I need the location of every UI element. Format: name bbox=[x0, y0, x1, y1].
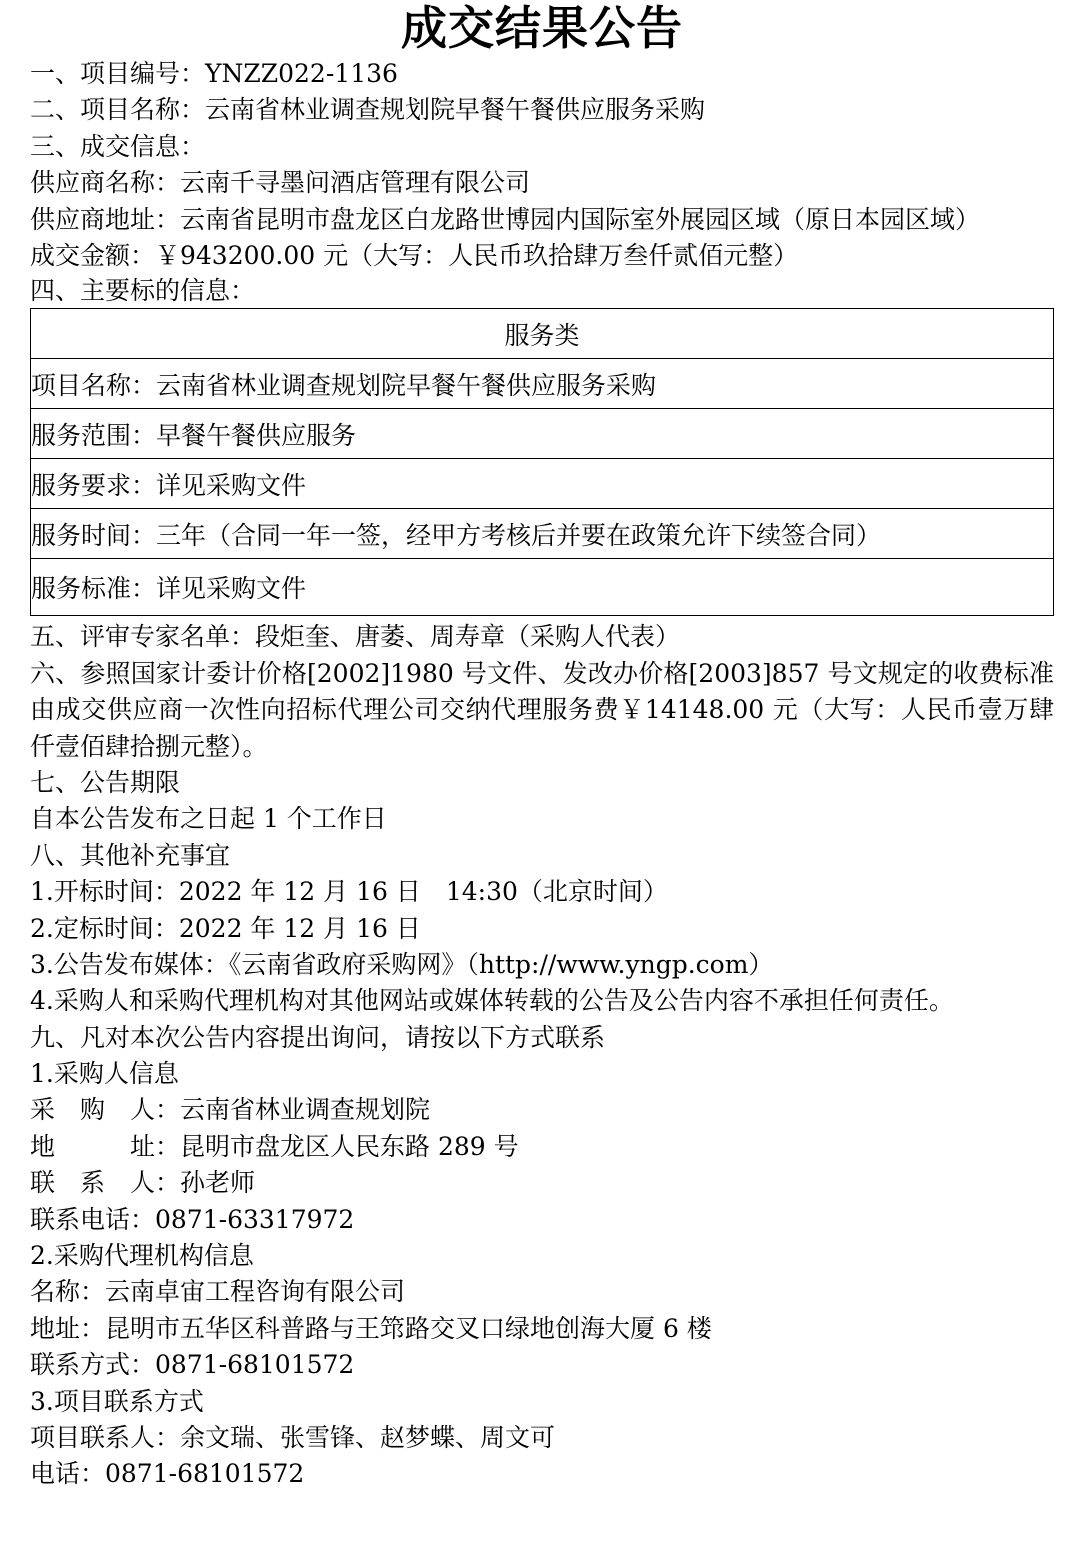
disclaimer: 4.采购人和采购代理机构对其他网站或媒体转载的公告及公告内容不承担任何责任。 bbox=[30, 986, 954, 1016]
project-number: 一、项目编号：YNZZ022-1136 bbox=[30, 59, 398, 88]
project-contact-heading: 3.项目联系方式 bbox=[30, 1386, 204, 1416]
project-contact-people: 项目联系人：余文瑞、张雪锋、赵梦蝶、周文可 bbox=[30, 1422, 556, 1452]
project-name: 二、项目名称：云南省林业调查规划院早餐午餐供应服务采购 bbox=[30, 95, 706, 125]
contact-heading: 九、凡对本次公告内容提出询问，请按以下方式联系 bbox=[30, 1022, 606, 1052]
table-header-cell: 服务类 bbox=[31, 309, 1054, 359]
announcement-document bbox=[30, 0, 1054, 1493]
publish-media: 3.公告发布媒体：《云南省政府采购网》（http://www.yngp.com） bbox=[30, 949, 774, 979]
agency-fee-paragraph: 六、参照国家计委计价格[2002]1980 号文件、发改办价格[2003]857 号文规定的收费标准由成交供应商一次性向招标代理公司交纳代理服务费￥14148.00 元（大写：人民币壹万肆仟壹佰肆拾捌元整）。 bbox=[30, 658, 1054, 761]
supplementary-heading: 八、其他补充事宜 bbox=[30, 840, 231, 870]
table-cell-service-requirement: 服务要求：详见采购文件 bbox=[31, 459, 1054, 509]
table-row bbox=[31, 409, 1054, 459]
table-cell-service-standard: 服务标准：详见采购文件 bbox=[31, 559, 1054, 616]
table-row bbox=[31, 359, 1054, 409]
purchaser-phone: 联系电话：0871-63317972 bbox=[30, 1204, 355, 1234]
announcement-period-text: 自本公告发布之日起 1 个工作日 bbox=[30, 804, 387, 834]
supplier-address: 供应商地址：云南省昆明市盘龙区白龙路世博园内国际室外展园区域（原日本园区域） bbox=[30, 204, 981, 234]
agency-address: 地址：昆明市五华区科普路与王筇路交叉口绿地创海大厦 6 楼 bbox=[30, 1313, 712, 1343]
bid-opening-time: 1.开标时间：2022 年 12 月 16 日 14:30（北京时间） bbox=[30, 877, 668, 907]
page-title: 成交结果公告 bbox=[401, 1, 683, 55]
purchaser-address: 地 址：昆明市盘龙区人民东路 289 号 bbox=[30, 1131, 519, 1161]
deal-info-heading: 三、成交信息： bbox=[30, 131, 206, 161]
table-row bbox=[31, 459, 1054, 509]
table-cell-service-scope: 服务范围：早餐午餐供应服务 bbox=[31, 409, 1054, 459]
supplier-name: 供应商名称：云南千寻墨问酒店管理有限公司 bbox=[30, 168, 531, 198]
purchaser-name: 采 购 人：云南省林业调查规划院 bbox=[30, 1095, 431, 1125]
purchaser-contact: 联 系 人：孙老师 bbox=[30, 1168, 256, 1198]
table-row bbox=[31, 559, 1054, 616]
subject-info-table bbox=[30, 308, 1054, 616]
announcement-period-heading: 七、公告期限 bbox=[30, 767, 181, 797]
main-subject-heading: 四、主要标的信息： bbox=[30, 276, 256, 306]
table-cell-project-name: 项目名称：云南省林业调查规划院早餐午餐供应服务采购 bbox=[31, 359, 1054, 409]
table-cell-service-time: 服务时间：三年（合同一年一签，经甲方考核后并要在政策允许下续签合同） bbox=[31, 509, 1054, 559]
purchaser-heading: 1.采购人信息 bbox=[30, 1059, 179, 1089]
table-header-row bbox=[31, 309, 1054, 359]
table-row bbox=[31, 509, 1054, 559]
agency-name: 名称：云南卓宙工程咨询有限公司 bbox=[30, 1277, 406, 1307]
award-time: 2.定标时间：2022 年 12 月 16 日 bbox=[30, 913, 421, 943]
agency-phone: 联系方式：0871-68101572 bbox=[30, 1350, 355, 1380]
agency-heading: 2.采购代理机构信息 bbox=[30, 1241, 254, 1271]
deal-amount: 成交金额：￥943200.00 元（大写：人民币玖拾肆万叁仟贰佰元整） bbox=[30, 240, 799, 270]
project-contact-phone: 电话：0871-68101572 bbox=[30, 1459, 305, 1489]
expert-list: 五、评审专家名单：段炬奎、唐萎、周寿章（采购人代表） bbox=[30, 622, 681, 652]
